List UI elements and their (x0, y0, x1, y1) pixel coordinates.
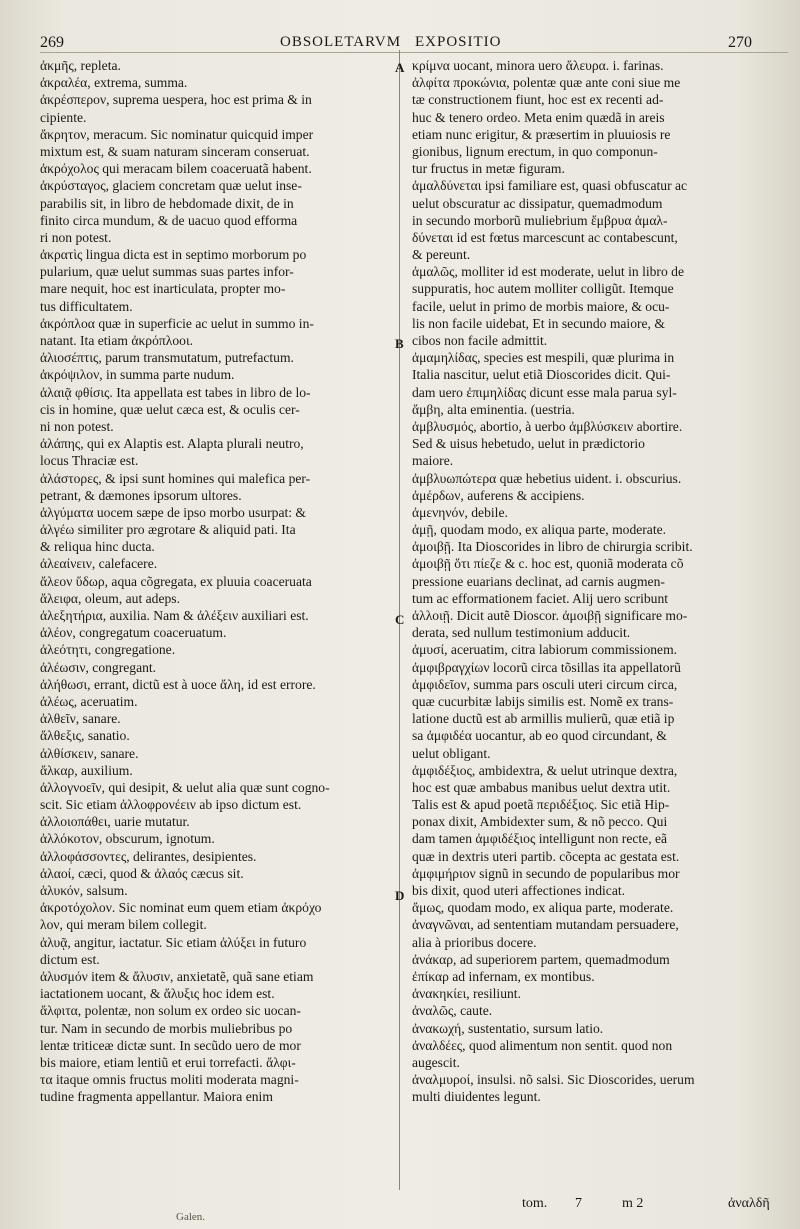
text-line: quæ in dextris uteri partib. cõcepta ac gestata est. (412, 848, 680, 864)
text-line: ἄμως, quodam modo, ex aliqua parte, moderate. (412, 900, 674, 916)
text-line: ἀλεότητι, congregatione. (40, 642, 176, 658)
text-line: dictum est. (40, 951, 100, 967)
text-line: ἀναλῶς, caute. (412, 1003, 493, 1019)
signature-mark: m 2 (622, 1196, 644, 1211)
text-line: ἀλφίτα προκώνια, polentæ quæ ante coni siue me (412, 75, 681, 91)
text-line: alia à prioribus docere. (412, 934, 537, 950)
text-line: parabilis sit, in libro de hebdomade dixit, de in (40, 195, 294, 211)
text-line: mixtum est, & suam naturam sinceram conseruat. (40, 143, 310, 159)
text-line: ἁλυκόν, salsum. (40, 883, 128, 898)
text-line: ἀλέον, congregatum coaceruatum. (40, 625, 227, 641)
text-line: ἀλλοιοπάθει, uarie mutatur. (40, 814, 190, 830)
text-line: ponax dixit, Ambidexter sum, & nõ pecco. Qui (412, 814, 668, 830)
text-line: ἀλθίσκειν, sanare. (40, 745, 139, 761)
text-line: ἀμφιδεῖον, summa pars osculi uteri circum circa, (412, 676, 678, 692)
text-line: tudine fragmenta appellantur. Maiora enim (40, 1089, 273, 1105)
text-line: ἀμοιβῇ. Ita Dioscorides in libro de chirurgia scribit. (412, 539, 693, 555)
text-line: ἀλέως, aceruatim. (40, 693, 138, 709)
text-line: ἄκρητον, meracum. Sic nominatur quicquid imper (40, 126, 314, 142)
text-line: sa ἀμφιδέα uocantur, ab eo quod circundant, & (412, 728, 667, 744)
text-line: ἀκρέσπερον, suprema uespera, hoc est prima & in (40, 92, 312, 108)
text-line: λον, qui meram bilem collegit. (40, 917, 207, 933)
text-line: huc & tenero ordeo. Meta enim quædã in areis (412, 109, 665, 125)
text-line: iactationem uocant, & ἄλυξις hoc idem est. (40, 986, 275, 1002)
text-line: natant. Ita etiam ἀκρόπλοοι. (40, 333, 193, 348)
text-line: ἀμφιμήριον signũ in secundo de popularibus mor (412, 865, 680, 881)
text-line: dam tamen ἀμφιδέξιος intelligunt non recte, eã (412, 831, 668, 847)
right-page-number: 270 (728, 34, 752, 51)
running-title-left: OBSOLETARVM (280, 34, 402, 50)
text-line: tur. Nam in secundo de morbis muliebribus po (40, 1020, 293, 1036)
text-line: bis dixit, quod uteri affectiones indicat. (412, 883, 626, 898)
text-line: ἀλλόκοτον, obscurum, ignotum. (40, 831, 215, 847)
text-line: gionibus, lignum erectum, in quo componun- (412, 143, 658, 159)
text-line: tus difficultatem. (40, 298, 133, 314)
text-line: Sed & uisus hebetudo, uelut in prædictorio (412, 436, 645, 452)
text-line: ἀλαιᾷ φθίσις. Ita appellata est tabes in libro de lo- (40, 384, 311, 400)
margin-letter-a: A (395, 60, 405, 75)
text-line: locus Thraciæ est. (40, 453, 139, 469)
text-line: ἀκρύσταγος, glaciem concretam quæ uelut inse- (40, 178, 302, 194)
text-line: ἀνακηκίει, resiliunt. (412, 986, 521, 1002)
text-line: ἀλέωσιν, congregant. (40, 659, 157, 675)
text-line: ἀκρατὶς lingua dicta est in septimo morborum po (40, 247, 307, 263)
text-line: ἀλλογνοεῖν, qui desipit, & uelut alia quæ sunt cogno- (40, 779, 330, 795)
text-line: tur fructus in metæ figuram. (412, 161, 565, 177)
text-line: ἐπίκαρ ad infernam, ex montibus. (412, 968, 595, 984)
text-line: & pereunt. (412, 247, 471, 263)
text-line: etiam nunc erigitur, & præsertim in pluuiosis re (412, 126, 671, 142)
text-line: ἀλθεῖν, sanare. (40, 711, 121, 727)
text-line: cipiente. (40, 109, 87, 125)
text-line: lentæ triticeæ dictæ sunt. In secũdo uero de mor (40, 1037, 301, 1053)
text-line: ἀλυσμόν item & ἄλυσιν, anxietatẽ, quã sane etiam (40, 968, 314, 984)
text-line: ἀκροτόχολον. Sic nominat eum quem etiam ἀκρόχο (40, 900, 322, 916)
text-line: ἀλήθωσι, errant, dictũ est à uoce ἄλη, id est errore. (40, 676, 316, 692)
text-line: ἀμυσί, aceruatim, citra labiorum commissionem. (412, 642, 678, 658)
text-line: suppuratis, hoc autem molliter colligũt. Itemque (412, 281, 674, 297)
text-line: ἀλαοί, cæci, quod & ἀλαός cæcus sit. (40, 865, 244, 881)
left-column-text (40, 57, 392, 1105)
text-line: ἀμέρδων, auferens & accipiens. (412, 487, 585, 503)
left-page-number: 269 (40, 34, 64, 51)
text-line: dam uero ἐπιμηλίδας dicunt esse mala parua syl- (412, 384, 677, 400)
text-line: in secundo morborũ muliebrium ἔμβρυα ἀμαλ- (412, 212, 668, 228)
text-line: ἄλκαρ, auxilium. (40, 762, 133, 778)
text-line: ἀμβλυσμός, abortio, à uerbo ἀμβλύσκειν abortire. (412, 418, 683, 434)
text-line: finito circa mundum, & de uacuo quod efforma (40, 212, 298, 228)
text-line: ἀλεαίνειν, calefacere. (40, 556, 158, 572)
text-line: ἄλφιτα, polentæ, non solum ex ordeo sic uocan- (40, 1003, 301, 1019)
right-column-text (412, 57, 788, 1105)
text-line: mare nequit, hoc est inarticulata, propter mo- (40, 281, 286, 297)
text-line: ἀνάκαρ, ad superiorem partem, quemadmodum (412, 951, 670, 967)
text-line: ἀμαλῶς, molliter id est moderate, uelut in libro de (412, 264, 684, 280)
text-line: ἀμαλδύνεται ipsi familiare est, quasi obfuscatur ac (412, 178, 688, 194)
text-line: facile, uelut in primo de morbis maiore, & ocu- (412, 298, 670, 314)
running-title-right: EXPOSITIO (415, 34, 502, 50)
text-line: ἀμοιβῇ ὅτι πίεζε & c. hoc est, quoniã moderata cõ (412, 556, 684, 572)
text-line: ἀκραλέα, extrema, summa. (40, 75, 188, 91)
text-line: lis non facile uidebat, Et in secundo maiore, & (412, 315, 665, 331)
text-line: tum ac efformationem faciet. Alij uero scribunt (412, 590, 669, 606)
text-line: κρίμνα uocant, minora uero ἄλευρα. i. farinas. (412, 58, 664, 73)
text-line: ἄλθεξις, sanatio. (40, 728, 130, 744)
text-line: ἀμαμηλίδας, species est mespili, quæ plurima in (412, 350, 675, 366)
text-line: ἀμενηνόν, debile. (412, 504, 508, 520)
text-line: scit. Sic etiam ἀλλοφρονέειν ab ipso dictum est. (40, 797, 302, 813)
tom-label: tom. (522, 1196, 548, 1211)
text-line: cis in homine, quæ uelut cæca est, & oculis cer- (40, 401, 300, 417)
text-line: ἀλάστορες, & ipsi sunt homines qui malefica per- (40, 470, 311, 486)
text-line: quæ cucurbitæ labijs similis est. Nomẽ ex trans- (412, 693, 674, 709)
text-line: ἀμφιβραγχίων locorũ circa tõsillas ita appellatorũ (412, 659, 681, 675)
text-line: ἀναλμυροί, insulsi. nõ salsi. Sic Dioscorides, uerum (412, 1072, 695, 1088)
text-line: ἄλεον ὕδωρ, aqua cõgregata, ex pluuia coaceruata (40, 573, 312, 589)
tom-number: 7 (575, 1196, 582, 1211)
text-line: ἀλγύματα uocem sæpe de ipso morbo usurpat: & (40, 504, 307, 520)
text-line: derata, sed nullum testimonium adducit. (412, 625, 631, 641)
text-line: petrant, & dæmones ipsorum ultores. (40, 487, 242, 503)
text-line: pressione euarians declinat, ad carnis augmen- (412, 573, 665, 589)
text-line: ἀλλοιῇ. Dicit autẽ Dioscor. ἀμοιβῇ significare mo- (412, 608, 688, 623)
text-line: ἀκρόχολος qui meracam bilem coaceruatã habent. (40, 161, 312, 177)
text-line: ri non potest. (40, 229, 112, 245)
text-line: ἀλλοφάσσοντες, delirantes, desipientes. (40, 848, 257, 864)
text-line: ἀκμῆς, repleta. (40, 58, 121, 73)
text-line: ἄλειφα, oleum, aut adeps. (40, 590, 180, 606)
text-line: ἀμῇ, quodam modo, ex aliqua parte, moderate. (412, 522, 667, 538)
text-line: ἀμφιδέξιος, ambidextra, & uelut utrinque dextra, (412, 762, 678, 778)
text-line: ἀλυᾷ, angitur, iactatur. Sic etiam ἀλύξει in futuro (40, 934, 307, 950)
text-line: ἀλγέω similiter pro ægrotare & aliquid pati. Ita (40, 522, 296, 538)
text-line: ἀκρόπλοα quæ in superficie ac uelut in summo in- (40, 315, 314, 331)
text-line: cibos non facile admittit. (412, 333, 548, 348)
text-line: ἀκρόψιλον, in summa parte nudum. (40, 367, 235, 383)
text-line: augescit. (412, 1054, 460, 1070)
text-line: tæ constructionem fiunt, hoc est ex recenti ad- (412, 92, 664, 108)
text-line: ἀναγνῶναι, ad sententiam mutandam persuadere, (412, 917, 679, 933)
margin-letter-b: B (395, 336, 404, 351)
margin-letter-c: C (395, 612, 405, 627)
text-line: uelut obligant. (412, 745, 491, 761)
text-line: uelut obscuratur ac dissipatur, quemadmodum (412, 195, 663, 211)
text-line: Italia nascitur, uelut etiã Dioscorides dicit. Qui- (412, 367, 671, 383)
text-line: bis maiore, etiam lentiũ et erui torrefacti. ἄλφι- (40, 1054, 296, 1070)
text-line: ἀλιοσέπτις, parum transmutatum, putrefactum. (40, 350, 294, 366)
header-rule (40, 52, 788, 53)
text-line: ἀναλδέες, quod alimentum non sentit. quod non (412, 1037, 673, 1053)
text-line: pularium, quæ uelut summas suas partes infor- (40, 264, 294, 280)
text-line: ἀλεξητήρια, auxilia. Nam & ἀλέξειν auxiliari est. (40, 608, 309, 623)
text-line: hoc est quæ ambabus manibus uelut dextra utit. (412, 779, 671, 795)
text-line: multi diuidentes legunt. (412, 1089, 541, 1105)
text-line: τα itaque omnis fructus moliti moderata magni- (40, 1072, 299, 1088)
text-line: & reliqua hinc ducta. (40, 539, 155, 555)
catchword-left: Galen. (176, 1211, 206, 1223)
text-line: ni non potest. (40, 418, 114, 434)
text-line: Talis est & apud poetã περιδέξιος. Sic etiã Hip- (412, 797, 670, 813)
text-line: ἀνακωχή, sustentatio, sursum latio. (412, 1020, 604, 1036)
margin-letter-d: D (395, 888, 405, 903)
catchword-right: ἀναλδῆ (728, 1196, 770, 1211)
text-line: ἀλάπης, qui ex Alaptis est. Alapta plurali neutro, (40, 436, 304, 452)
text-line: δύνεται id est fœtus marcescunt ac contabescunt, (412, 229, 678, 245)
text-line: maiore. (412, 453, 454, 469)
text-line: ἀμβλυωπώτερα quæ hebetius uident. i. obscurius. (412, 470, 682, 486)
text-line: ἄμβη, alta eminentia. (uestria. (412, 401, 575, 417)
text-line: latione ductũ est ab armillis mulierũ, quæ etiã ip (412, 711, 675, 727)
